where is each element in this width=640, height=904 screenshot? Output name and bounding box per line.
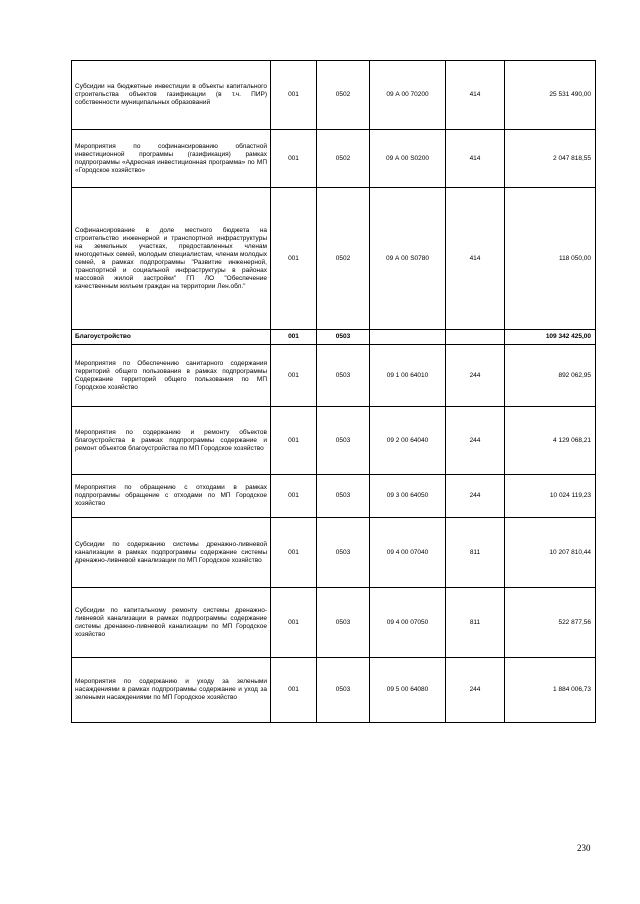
row-amount: 10 024 119,23	[505, 475, 596, 518]
row-name: Мероприятия по обращению с отходами в рамках подпрограммы обращение с отходами по МП Городское хозяйство	[72, 475, 271, 518]
row-amount: 4 129 068,21	[505, 407, 596, 475]
row-org-code: 001	[271, 130, 317, 188]
table-row	[72, 61, 596, 130]
table-row	[72, 407, 596, 475]
row-expense-type: 811	[446, 588, 505, 658]
row-target-code: 09 5 00 64080	[370, 658, 446, 723]
row-section-code: 0502	[317, 61, 370, 130]
row-amount: 892 062,95	[505, 345, 596, 407]
row-amount: 109 342 425,00	[505, 330, 596, 345]
row-section-code: 0502	[317, 130, 370, 188]
row-org-code: 001	[271, 407, 317, 475]
row-amount: 1 884 006,73	[505, 658, 596, 723]
row-section-code: 0503	[317, 345, 370, 407]
row-name: Софинансирование в доле местного бюджета на строительство инженерной и транспортной инфраструктуры на земельных участках, предоставленных членам многодетных семей, молодым специалистам, членам молодых семей, в рамках подпрограммы "Развитие инженерной, транспортной и социальной инфраструктуры в районах массовой жилой застройки" ГП ЛО "Обеспечение качественным жильем граждан на территории Лен.обл."	[72, 188, 271, 330]
table-row	[72, 475, 596, 518]
row-section-code: 0503	[317, 588, 370, 658]
row-amount: 118 050,00	[505, 188, 596, 330]
row-amount: 522 877,56	[505, 588, 596, 658]
row-target-code: 09 1 00 64010	[370, 345, 446, 407]
row-org-code: 001	[271, 588, 317, 658]
row-target-code: 09 А 00 70200	[370, 61, 446, 130]
row-expense-type: 414	[446, 130, 505, 188]
row-amount: 25 531 490,00	[505, 61, 596, 130]
row-target-code: 09 4 00 07050	[370, 588, 446, 658]
row-name: Мероприятия по Обеспечению санитарного содержания территорий общего пользования в рамках подпрограммы Содержание территорий общего пользования по МП Городское хозяйство	[72, 345, 271, 407]
row-section-code: 0503	[317, 475, 370, 518]
row-target-code	[370, 330, 446, 345]
row-expense-type: 244	[446, 345, 505, 407]
row-expense-type: 811	[446, 518, 505, 588]
row-target-code: 09 А 00 S0200	[370, 130, 446, 188]
row-target-code: 09 3 00 64050	[370, 475, 446, 518]
budget-table	[71, 60, 596, 723]
table-row	[72, 588, 596, 658]
table-row	[72, 188, 596, 330]
table-row	[72, 345, 596, 407]
row-target-code: 09 2 00 64040	[370, 407, 446, 475]
row-org-code: 001	[271, 188, 317, 330]
page-number: 230	[577, 843, 591, 853]
row-amount: 10 207 810,44	[505, 518, 596, 588]
row-org-code: 001	[271, 345, 317, 407]
row-expense-type: 244	[446, 658, 505, 723]
row-name: Благоустройство	[72, 330, 271, 345]
table-row	[72, 518, 596, 588]
row-name: Мероприятия по содержанию и ремонту объектов благоустройства в рамках подпрограммы содержание и ремонт объектов благоустройства по МП Городское хозяйство	[72, 407, 271, 475]
row-section-code: 0502	[317, 188, 370, 330]
table-row	[72, 658, 596, 723]
row-expense-type: 244	[446, 475, 505, 518]
row-target-code: 09 4 00 07040	[370, 518, 446, 588]
row-amount: 2 047 818,55	[505, 130, 596, 188]
row-org-code: 001	[271, 658, 317, 723]
row-name: Мероприятия по софинансированию областной инвестиционной программы (газификация) рамках подпрограммы «Адресная инвестиционная программа» по МП «Городское хозяйство»	[72, 130, 271, 188]
row-section-code: 0503	[317, 658, 370, 723]
row-expense-type	[446, 330, 505, 345]
row-name: Мероприятия по содержанию и уходу за зелеными насаждениями в рамках подпрограммы содержание и уход за зелеными насаждениями по МП Городское хозяйство	[72, 658, 271, 723]
row-name: Субсидии по содержанию системы дренажно-ливневой канализации в рамках подпрограммы содержание системы дренажно-ливневой канализации по МП Городское хозяйство	[72, 518, 271, 588]
table-row	[72, 330, 596, 345]
row-target-code: 09 А 00 S0780	[370, 188, 446, 330]
row-section-code: 0503	[317, 518, 370, 588]
row-org-code: 001	[271, 475, 317, 518]
row-expense-type: 244	[446, 407, 505, 475]
row-expense-type: 414	[446, 188, 505, 330]
row-section-code: 0503	[317, 407, 370, 475]
table-row	[72, 130, 596, 188]
row-org-code: 001	[271, 330, 317, 345]
row-name: Субсидии на бюджетные инвестиции в объекты капитального строительства объектов газификации (в т.ч. ПИР) собственности муниципальных образований	[72, 61, 271, 130]
row-name: Субсидии по капитальному ремонту системы дренажно-ливневой канализации в рамках подпрограммы содержание системы дренажно-ливневой канализации по МП Городское хозяйство	[72, 588, 271, 658]
row-section-code: 0503	[317, 330, 370, 345]
row-org-code: 001	[271, 61, 317, 130]
row-expense-type: 414	[446, 61, 505, 130]
row-org-code: 001	[271, 518, 317, 588]
